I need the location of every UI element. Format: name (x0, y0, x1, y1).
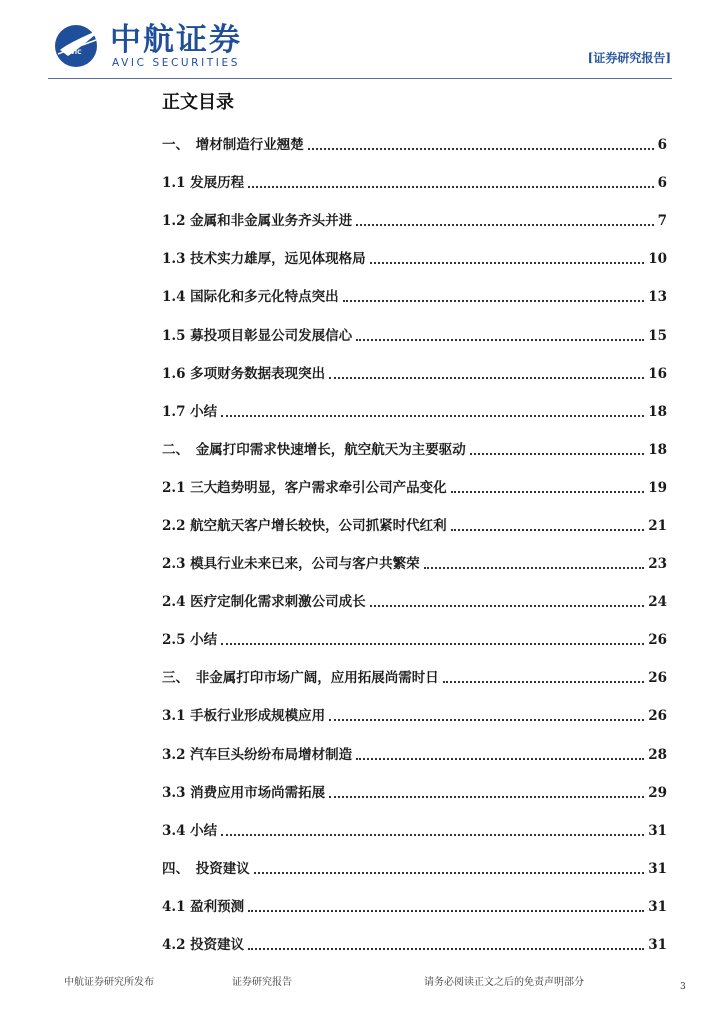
toc-entry[interactable] (162, 697, 667, 735)
toc-entry-page: 31 (648, 860, 667, 877)
toc-entry-label: 4.2 投资建议 (162, 937, 245, 954)
toc-entry-label: 3.2 汽车巨头纷纷布局增材制造 (162, 746, 353, 763)
toc-entry[interactable] (162, 355, 667, 393)
toc-dot-leader (370, 605, 645, 607)
toc-entry[interactable] (162, 126, 667, 164)
toc-entry-page: 31 (648, 822, 667, 839)
toc-entry-label: 3.4 小结 (162, 822, 218, 839)
toc-entry[interactable] (162, 736, 667, 774)
toc-entry-page: 18 (648, 403, 667, 420)
toc-entry-label: 四、 投资建议 (162, 860, 250, 877)
toc-entry-label: 3.3 消费应用市场尚需拓展 (162, 784, 326, 801)
toc-dot-leader (329, 377, 644, 379)
toc-entry-label: 三、 非金属打印市场广阔，应用拓展尚需时日 (162, 670, 439, 687)
toc-entry-label: 4.1 盈利预测 (162, 898, 245, 915)
toc-dot-leader (248, 910, 644, 912)
toc-entry[interactable] (162, 469, 667, 507)
toc-entry-page: 18 (648, 441, 667, 458)
toc-entry[interactable] (162, 926, 667, 964)
avic-logo (52, 20, 252, 70)
toc-entry-page: 29 (648, 784, 667, 801)
footer-doc-type: 证券研究报告 (232, 977, 292, 988)
toc-dot-leader (443, 681, 644, 683)
footer-publisher: 中航证券研究所发布 (64, 977, 154, 988)
toc-dot-leader (356, 339, 644, 341)
page-footer (0, 970, 724, 1000)
footer-disclaimer: 请务必阅读正文之后的免责声明部分 (424, 977, 584, 988)
toc-entry[interactable] (162, 850, 667, 888)
toc-entry[interactable] (162, 202, 667, 240)
report-type-tag: [证券研究报告] (587, 51, 671, 65)
toc-entry-page: 6 (657, 175, 667, 192)
toc-dot-leader (356, 758, 644, 760)
toc-entry-label: 2.2 航空航天客户增长较快，公司抓紧时代红利 (162, 517, 447, 534)
toc-entry[interactable] (162, 583, 667, 621)
toc-dot-leader (356, 224, 653, 226)
toc-entry[interactable] (162, 774, 667, 812)
toc-dot-leader (221, 415, 644, 417)
toc-entry-label: 2.1 三大趋势明显，客户需求牵引公司产品变化 (162, 479, 447, 496)
toc-entry-label: 2.5 小结 (162, 632, 218, 649)
toc-entry-page: 28 (648, 746, 667, 763)
toc-dot-leader (248, 186, 653, 188)
toc-entry-page: 15 (648, 327, 667, 344)
toc-entry-label: 1.7 小结 (162, 403, 218, 420)
logo-chinese-text: 中航证券 (110, 22, 242, 58)
toc-entry[interactable] (162, 240, 667, 278)
toc-entry-page: 19 (648, 479, 667, 496)
toc-dot-leader (451, 529, 645, 531)
toc-dot-leader (308, 148, 654, 150)
toc-dot-leader (248, 948, 644, 950)
logo-mark-text: AVIC (66, 49, 82, 56)
toc-entry-label: 1.3 技术实力雄厚，远见体现格局 (162, 251, 366, 268)
toc-entry-label: 二、 金属打印需求快速增长，航空航天为主要驱动 (162, 441, 466, 458)
toc-entry-page: 31 (648, 898, 667, 915)
toc-entry-page: 26 (648, 670, 667, 687)
toc-dot-leader (424, 567, 645, 569)
toc-dot-leader (329, 796, 644, 798)
toc-entry-label: 1.5 募投项目彰显公司发展信心 (162, 327, 353, 344)
toc-entry-page: 13 (648, 289, 667, 306)
toc-entry-page: 10 (648, 251, 667, 268)
logo-english-text: AVIC SECURITIES (112, 57, 240, 69)
table-of-contents (162, 126, 667, 964)
toc-entry-page: 23 (648, 556, 667, 573)
toc-entry-page: 26 (648, 708, 667, 725)
toc-entry-label: 一、 增材制造行业翘楚 (162, 137, 304, 154)
page-header (0, 0, 724, 80)
toc-dot-leader (254, 872, 644, 874)
toc-entry-label: 3.1 手板行业形成规模应用 (162, 708, 326, 725)
toc-dot-leader (470, 453, 644, 455)
toc-entry[interactable] (162, 507, 667, 545)
toc-title: 正文目录 (162, 92, 234, 113)
toc-dot-leader (451, 491, 645, 493)
toc-entry[interactable] (162, 278, 667, 316)
toc-entry-label: 1.4 国际化和多元化特点突出 (162, 289, 339, 306)
header-divider (48, 78, 672, 79)
toc-entry[interactable] (162, 431, 667, 469)
avic-logo-icon (52, 20, 104, 70)
toc-entry-page: 16 (648, 365, 667, 382)
toc-entry[interactable] (162, 393, 667, 431)
toc-entry[interactable] (162, 316, 667, 354)
toc-dot-leader (370, 262, 645, 264)
toc-entry[interactable] (162, 812, 667, 850)
toc-dot-leader (343, 300, 645, 302)
toc-entry-page: 6 (657, 137, 667, 154)
toc-entry-label: 1.6 多项财务数据表现突出 (162, 365, 326, 382)
toc-dot-leader (329, 719, 644, 721)
toc-entry[interactable] (162, 164, 667, 202)
toc-entry[interactable] (162, 545, 667, 583)
page-number: 3 (680, 982, 686, 992)
toc-entry-label: 1.1 发展历程 (162, 175, 245, 192)
toc-entry-page: 21 (648, 517, 667, 534)
toc-entry-page: 7 (657, 213, 667, 230)
toc-entry-label: 2.3 模具行业未来已来，公司与客户共繁荣 (162, 556, 420, 573)
toc-entry-page: 24 (648, 594, 667, 611)
toc-dot-leader (221, 834, 644, 836)
toc-entry-page: 31 (648, 937, 667, 954)
toc-entry[interactable] (162, 621, 667, 659)
toc-entry[interactable] (162, 659, 667, 697)
toc-entry[interactable] (162, 888, 667, 926)
toc-dot-leader (221, 643, 644, 645)
toc-entry-page: 26 (648, 632, 667, 649)
toc-entry-label: 1.2 金属和非金属业务齐头并进 (162, 213, 353, 230)
toc-entry-label: 2.4 医疗定制化需求刺激公司成长 (162, 594, 366, 611)
